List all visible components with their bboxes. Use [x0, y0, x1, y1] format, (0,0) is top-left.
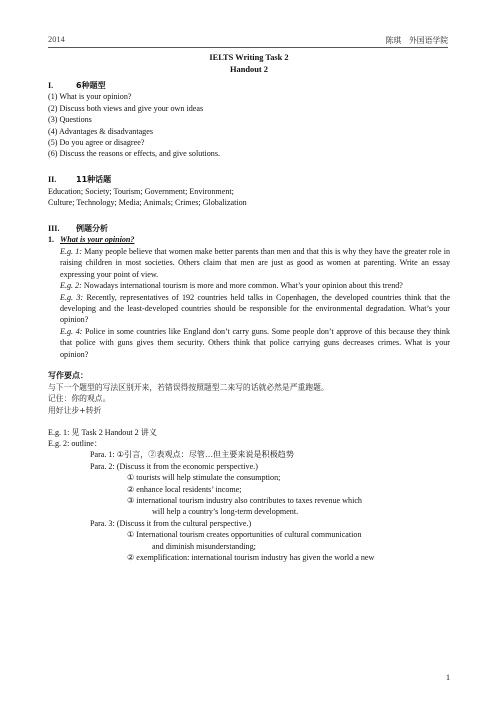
topic-line: Culture; Technology; Media; Animals; Crimes; Globalization: [48, 198, 247, 208]
outline-point: ② exemplification: international tourism industry has given the world a new: [127, 553, 375, 563]
outline-point: ① International tourism creates opportunities of cultural communication: [127, 530, 362, 540]
example-2: [48, 280, 450, 291]
outline-point: ② enhance local residents’ income;: [127, 484, 242, 494]
question-type-item: (6) Discuss the reasons or effects, and give solutions.: [48, 149, 221, 159]
document-subtitle: Handout 2: [230, 65, 268, 74]
section-3-title: 例题分析: [76, 224, 108, 234]
outline-eg1: E.g. 1: 见 Task 2 Handout 2 讲义: [48, 427, 157, 437]
example-label: E.g. 3:: [60, 292, 84, 302]
example-1: [48, 246, 450, 280]
example-4: [48, 326, 450, 360]
outline-para-3: Para. 3: (Discuss it from the cultural perspective.): [90, 518, 252, 528]
writing-point-line: 记住：你的观点。: [48, 394, 111, 404]
writing-point-line: 用好让步+转折: [48, 405, 102, 415]
writing-points-heading: 写作要点：: [48, 371, 88, 381]
question-type-item: (4) Advantages & disadvantages: [48, 126, 153, 136]
section-1-number: I.: [48, 81, 54, 90]
outline-point-continued: and diminish misunderstanding;: [152, 541, 256, 551]
section-2-number: II.: [48, 175, 57, 185]
outline-point-continued: will help a country’s long-term development.: [152, 507, 299, 517]
section-2-title: 11种话题: [76, 175, 112, 185]
example-text: Nowadays international tourism is more and more common. What’s your opinion about this trend?: [81, 281, 403, 291]
example-text: Many people believe that women make better parents than men and that this is why they have the greater role in raising children in most societies. Others claim that men are just as good as women at parenting. Write an essay expressing your point of view.: [60, 246, 450, 279]
section-3-number: III.: [48, 224, 60, 234]
example-label: E.g. 1:: [60, 246, 82, 256]
example-text: Recently, representatives of 192 countries held talks in Copenhagen, the developed countries think that the developing and the least-developed countries should be responsible for the environmental degradation. What’s your opinion?: [60, 292, 450, 325]
example-text: Police in some countries like England don’t carry guns. Some people don’t approve of this because they think that police with guns gives them security. Others think that police carrying guns decreases crimes. What is your opinion?: [60, 326, 450, 359]
outline-eg2: E.g. 2: outline：: [48, 438, 102, 448]
question-type-item: (3) Questions: [48, 115, 92, 125]
section-2-heading: [48, 174, 450, 185]
subsection-number: 1.: [48, 235, 55, 245]
topic-line: Education; Society; Tourism; Government; Environment;: [48, 186, 234, 196]
header-year: 2014: [48, 35, 65, 44]
page-header: [48, 33, 448, 48]
header-author: 陈琪 外国语学院: [385, 36, 448, 45]
document-body: [48, 52, 450, 563]
writing-point-line: 与下一个题型的写法区别开来，若错误得按照题型二来写的话就必然是严重跑题。: [48, 382, 329, 392]
example-label: E.g. 2:: [60, 281, 82, 291]
question-type-item: (5) Do you agree or disagree?: [48, 138, 145, 148]
outline-para-1: Para. 1: ①引言，②表观点：尽管…但主要来说是积极趋势: [90, 450, 294, 460]
example-3: [48, 292, 450, 326]
section-1-heading: [48, 80, 450, 91]
section-3-heading: [48, 223, 450, 234]
page-number: 1: [446, 673, 450, 682]
question-type-item: (2) Discuss both views and give your own ideas: [48, 103, 204, 113]
example-label: E.g. 4:: [60, 326, 83, 336]
outline-point: ① tourists will help stimulate the consumption;: [127, 473, 281, 483]
subsection-heading: [48, 234, 450, 245]
section-1-title: 6种题型: [76, 81, 106, 90]
subsection-title: What is your opinion?: [60, 235, 135, 245]
outline-point: ③ international tourism industry also contributes to taxes revenue which: [127, 496, 362, 505]
question-type-item: (1) What is your opinion?: [48, 92, 132, 102]
document-title: IELTS Writing Task 2: [209, 53, 289, 62]
question-type-list: [48, 91, 450, 159]
outline-para-2: Para. 2: (Discuss it from the economic perspective.): [90, 461, 258, 471]
